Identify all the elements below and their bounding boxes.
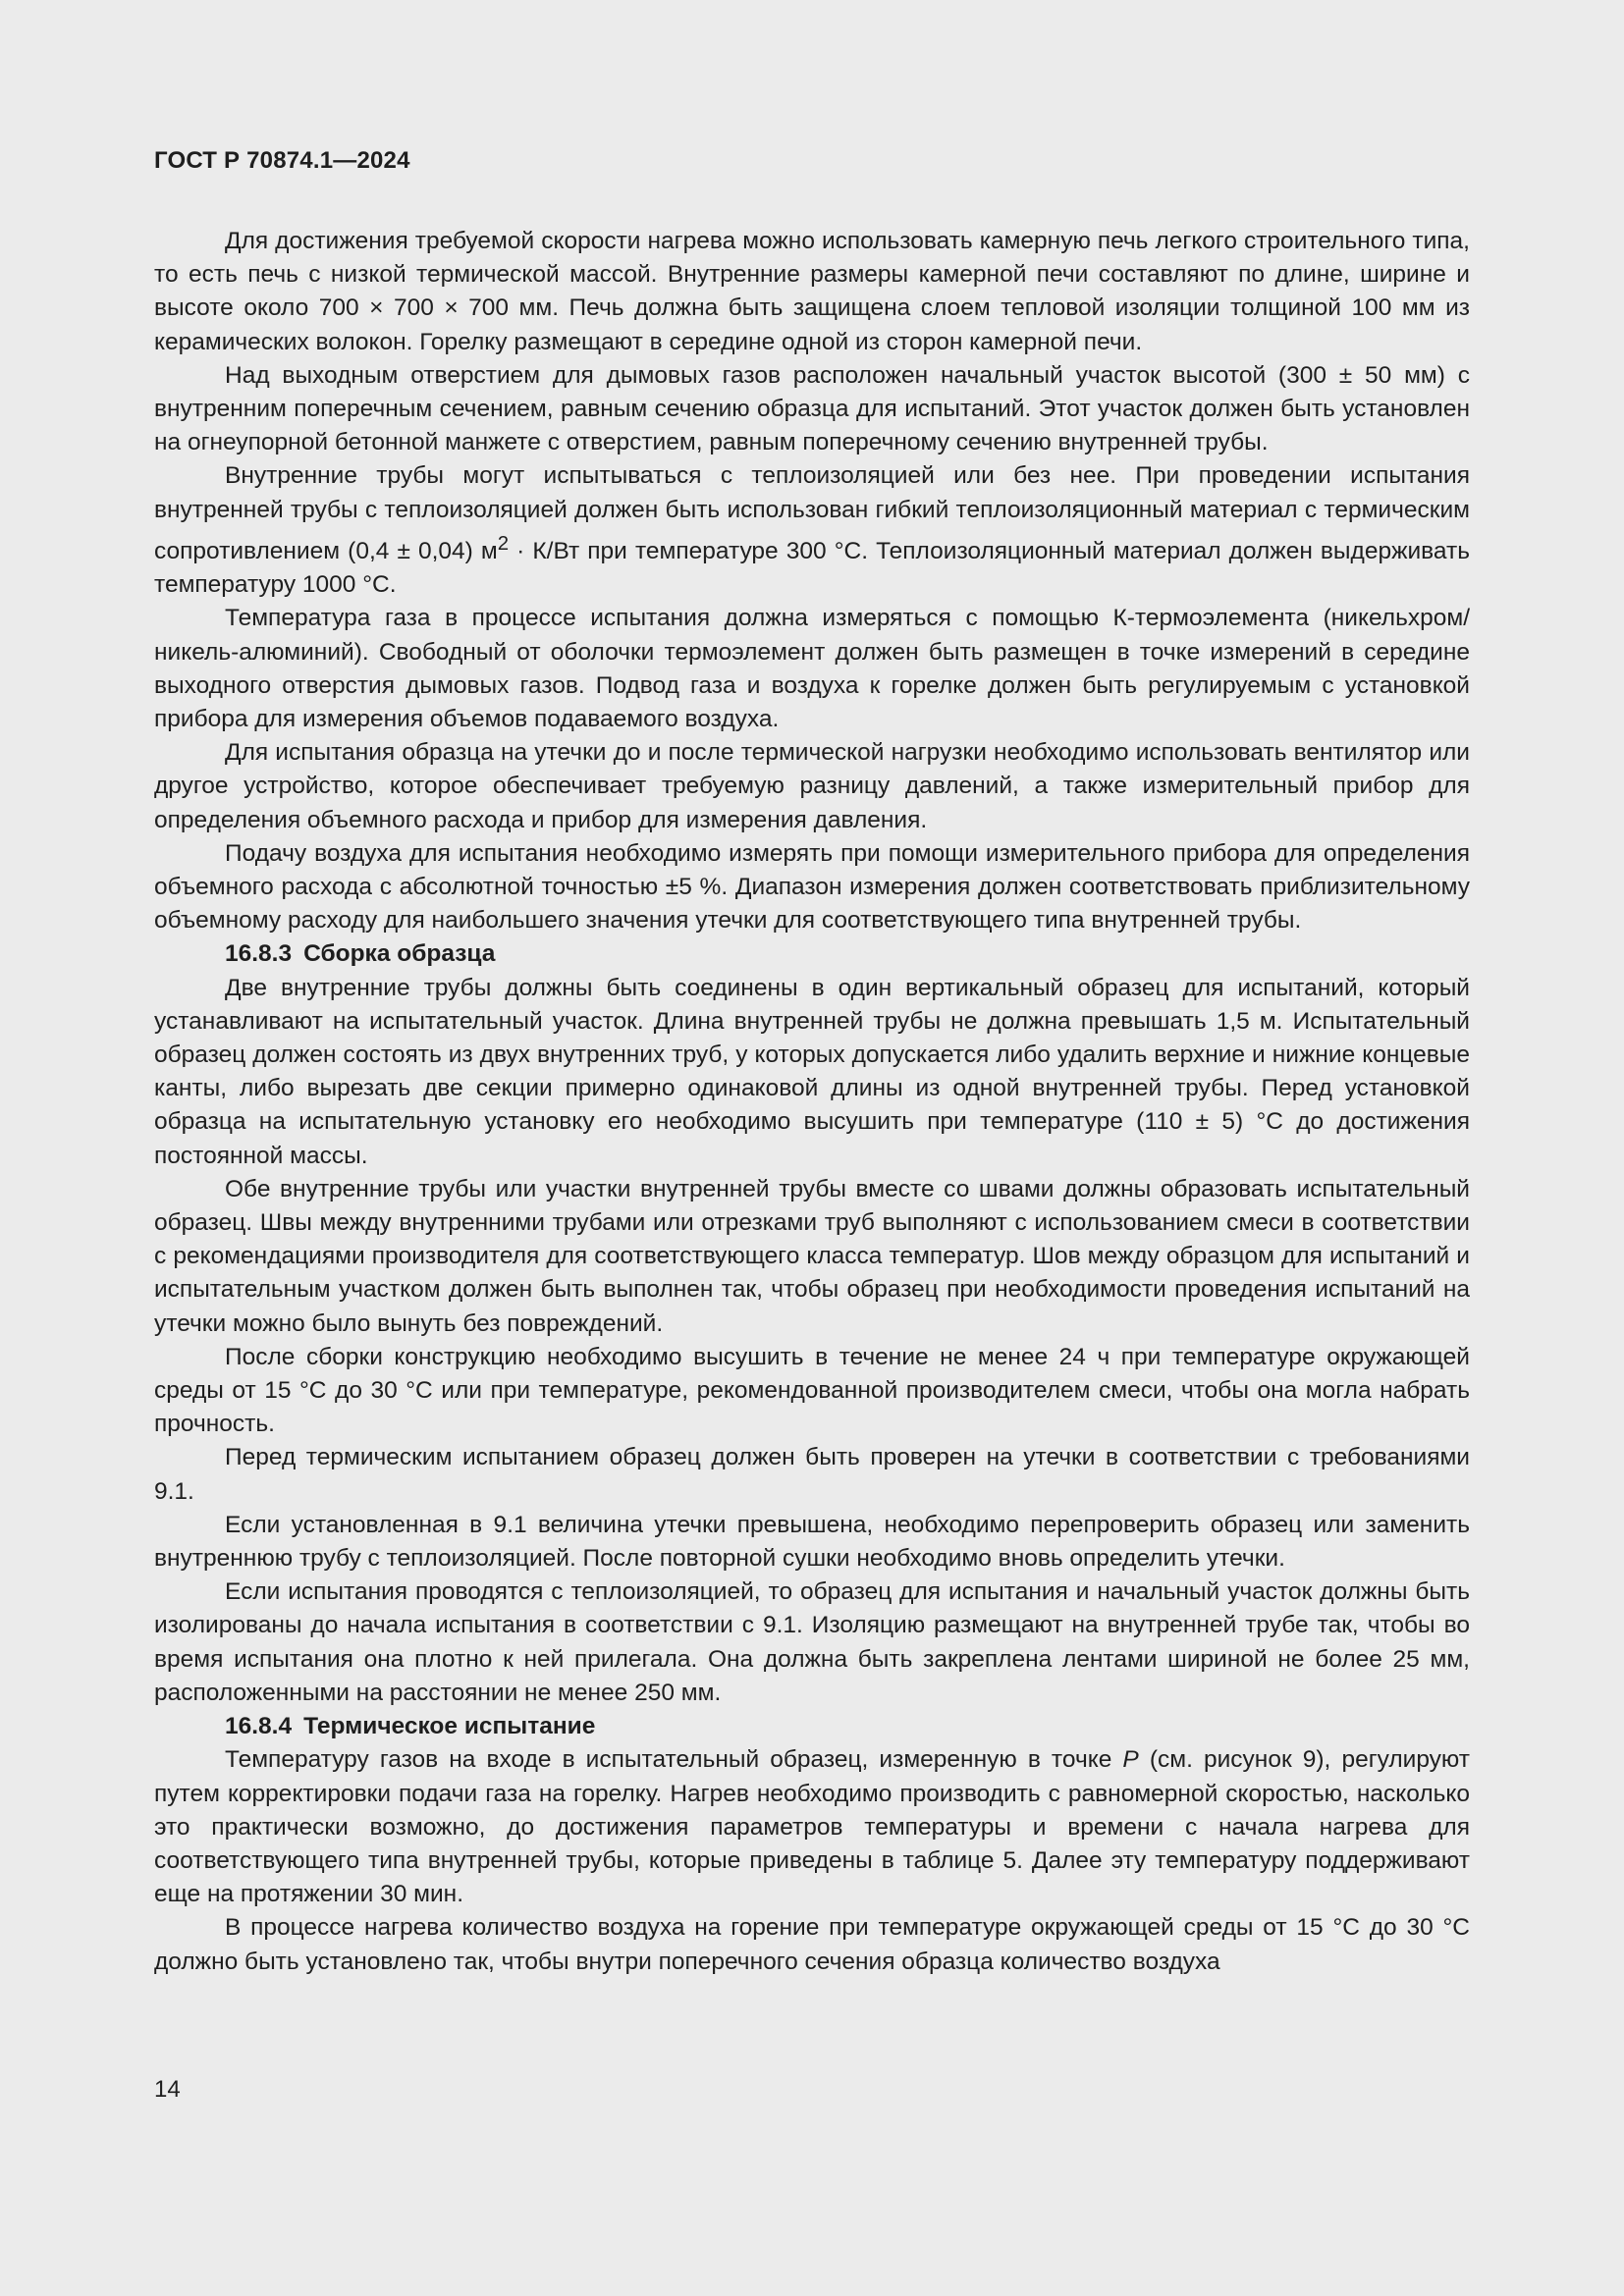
paragraph-heating-text-b: (см. рисунок 9), регулируют путем корректировки подачи газа на горелку. Нагрев необходимо производить с равномерной скоростью, насколько это практически возможно, до достижения параметров температуры и времени с начала нагрева для соответствующего типа внутренней трубы, которые приведены в таблице 5. Далее эту температуру поддерживают еще на протяжении 30 мин.	[154, 1746, 1470, 1908]
paragraph-insulation-text-b: · К/Вт при температуре 300 °С. Теплоизоляционный материал должен выдерживать температуру 1000 °С.	[154, 537, 1470, 599]
section-title-1684: Термическое испытание	[303, 1713, 596, 1740]
paragraph-heating-text-a: Температуру газов на входе в испытательный образец, измеренную в точке	[225, 1746, 1123, 1774]
paragraph-heating-regulation	[154, 1743, 1470, 1911]
paragraph-air-supply: Подачу воздуха для испытания необходимо измерять при помощи измерительного прибора для определения объемного расхода с абсолютной точностью ±5 %. Диапазон измерения должен соответствовать приблизительному объемному расходу для наибольшего значения утечки для соответствующего типа внутренней трубы.	[154, 839, 1470, 934]
paragraph-seams: Обе внутренние трубы или участки внутренней трубы вместе со швами должны образовать испытательный образец. Швы между внутренними трубами или отрезками труб выполняют с использованием смеси в соответствии с рекомендациями производителя для соответствующего класса температур. Шов между образцом для испытаний и испытательным участком должен быть выполнен так, чтобы образец при необходимости проведения испытаний на утечки можно было вынуть без повреждений.	[154, 1175, 1470, 1337]
paragraph-insulation	[154, 459, 1470, 602]
paragraph-insulation-fixing: Если испытания проводятся с теплоизоляцией, то образец для испытания и начальный участок должны быть изолированы до начала испытания в соответствии с 9.1. Изоляцию размещают на внутренней трубе так, чтобы во время испытания она плотно к ней прилегала. Она должна быть закреплена лентами шириной не более 25 мм, расположенными на расстоянии не менее 250 мм.	[154, 1578, 1470, 1706]
point-p-label: Р	[1122, 1746, 1139, 1774]
paragraph-initial-section: Над выходным отверстием для дымовых газов расположен начальный участок высотой (300 ± 50 мм) с внутренним поперечным сечением, равным сечению образца для испытаний. Этот участок должен быть установлен на огнеупорной бетонной манжете с отверстием, равным поперечному сечению внутренней трубы.	[154, 361, 1470, 456]
section-title-1683: Сборка образца	[303, 940, 496, 968]
paragraph-pre-test-leak-check: Перед термическим испытанием образец должен быть проверен на утечки в соответствии с требованиями 9.1.	[154, 1444, 1470, 1505]
section-heading-1684	[154, 1710, 1470, 1743]
paragraph-gas-temperature: Температура газа в процессе испытания должна измеряться с помощью К-термоэлемента (никельхром/никель-алюминий). Свободный от оболочки термоэлемент должен быть размещен в точке измерений в середине выходного отверстия дымовых газов. Подвод газа и воздуха к горелке должен быть регулируемым с установкой прибора для измерения объемов подаваемого воздуха.	[154, 605, 1470, 732]
document-body	[154, 225, 1470, 1979]
section-number-1684: 16.8.4	[225, 1713, 293, 1740]
paragraph-drying: После сборки конструкцию необходимо высушить в течение не менее 24 ч при температуре окружающей среды от 15 °С до 30 °С или при температуре, рекомендованной производителем смеси, чтобы она могла набрать прочность.	[154, 1343, 1470, 1438]
superscript-squared: 2	[497, 532, 510, 555]
paragraph-combustion-air: В процессе нагрева количество воздуха на горение при температуре окружающей среды от 15 °С до 30 °С должно быть установлено так, чтобы внутри поперечного сечения образца количество воздуха	[154, 1914, 1470, 1975]
paragraph-leak-exceeded: Если установленная в 9.1 величина утечки превышена, необходимо перепроверить образец или заменить внутреннюю трубу с теплоизоляцией. После повторной сушки необходимо вновь определить утечки.	[154, 1511, 1470, 1573]
page-number: 14	[154, 2076, 181, 2103]
paragraph-chamber-furnace: Для достижения требуемой скорости нагрева можно использовать камерную печь легкого строительного типа, то есть печь с низкой термической массой. Внутренние размеры камерной печи составляют по длине, ширине и высоте около 700 × 700 × 700 мм. Печь должна быть защищена слоем тепловой изоляции толщиной 100 мм из керамических волокон. Горелку размещают в середине одной из сторон камерной печи.	[154, 228, 1470, 355]
document-code-header: ГОСТ Р 70874.1—2024	[154, 147, 410, 174]
section-heading-1683	[154, 937, 1470, 971]
section-number-1683: 16.8.3	[225, 940, 293, 968]
paragraph-leak-test-equipment: Для испытания образца на утечки до и после термической нагрузки необходимо использовать вентилятор или другое устройство, которое обеспечивает требуемую разницу давлений, а также измерительный прибор для определения объемного расхода и прибор для измерения давления.	[154, 739, 1470, 833]
paragraph-sample-assembly: Две внутренние трубы должны быть соединены в один вертикальный образец для испытаний, который устанавливают на испытательный участок. Длина внутренней трубы не должна превышать 1,5 м. Испытательный образец должен состоять из двух внутренних труб, у которых допускается либо удалить верхние и нижние концевые канты, либо вырезать две секции примерно одинаковой длины из одной внутренней трубы. Перед установкой образца на испытательную установку его необходимо высушить при температуре (110 ± 5) °С до достижения постоянной массы.	[154, 974, 1470, 1169]
paragraph-insulation-text-a: Внутренние трубы могут испытываться с теплоизоляцией или без нее. При проведении испытания внутренней трубы с теплоизоляцией должен быть использован гибкий теплоизоляционный материал с термическим сопротивлением (0,4 ± 0,04) м	[154, 462, 1470, 564]
